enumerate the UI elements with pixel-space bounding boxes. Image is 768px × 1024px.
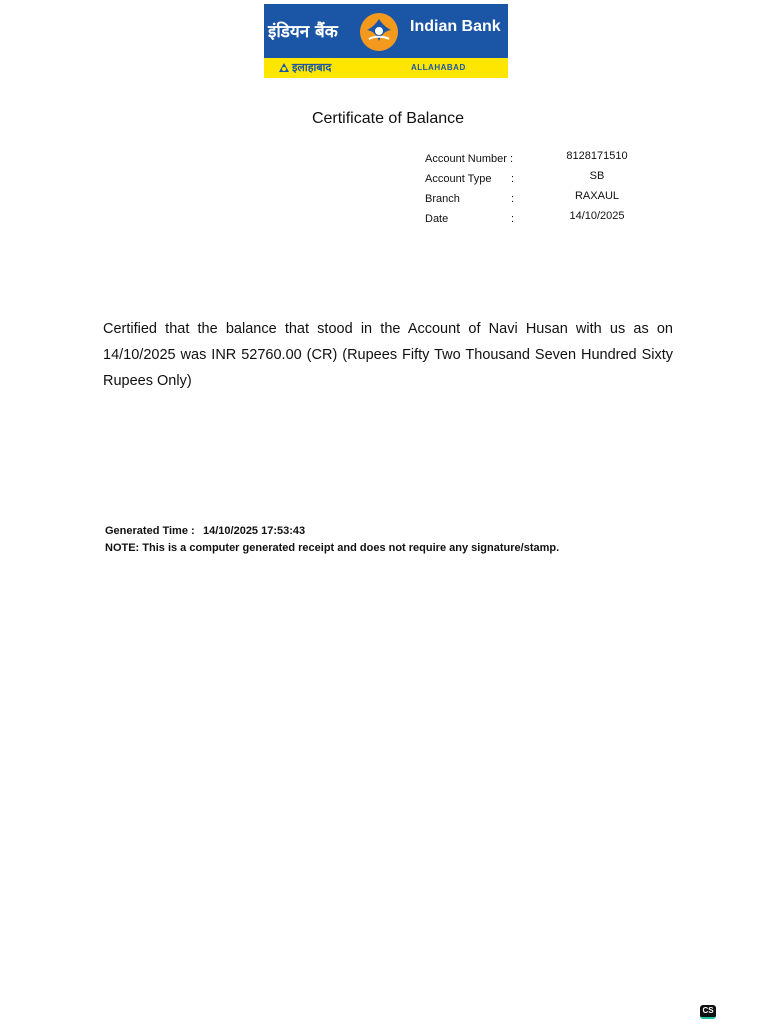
logo-top-band [264, 4, 508, 58]
generated-time-label: Generated Time : [105, 525, 195, 537]
logo-bottom-band [264, 58, 508, 78]
generated-time-value: 14/10/2025 17:53:43 [203, 525, 306, 537]
disclaimer-note: NOTE: This is a computer generated receipt and does not require any signature/stamp. [105, 542, 560, 554]
generated-time [105, 525, 305, 537]
logo-sub-english: ALLAHABAD [411, 63, 466, 72]
allahabad-mark-icon [278, 62, 290, 74]
account-row-value: SB [589, 170, 605, 182]
logo-english-name: Indian Bank [410, 18, 501, 35]
certificate-title: Certificate of Balance [311, 110, 465, 127]
account-row-colon: : [511, 193, 515, 205]
logo-sub-hindi: इलाहाबाद [292, 61, 332, 74]
account-row-value: RAXAUL [574, 190, 620, 202]
account-row-label: Account Type [425, 173, 492, 185]
certification-statement: Certified that the balance that stood in the Account of Navi Husan with us as on 14/10/2025 was INR 52760.00 (CR) (Rupees Fifty Two Thousand Seven Hundred Sixty Rupees Only) [103, 321, 673, 389]
account-row-colon: : [511, 173, 515, 185]
account-row-label: Account Number : [425, 153, 514, 165]
account-row-value: 8128171510 [566, 150, 628, 162]
account-row-label: Branch [425, 193, 460, 205]
camscanner-badge-icon: CS [700, 1005, 716, 1019]
bank-emblem-icon [357, 9, 401, 53]
account-row-colon: : [511, 213, 515, 225]
account-row-value: 14/10/2025 [569, 210, 625, 222]
account-row-label: Date [425, 213, 449, 225]
indian-bank-logo [264, 4, 508, 78]
logo-hindi-name: इंडियन बैंक [268, 22, 338, 42]
